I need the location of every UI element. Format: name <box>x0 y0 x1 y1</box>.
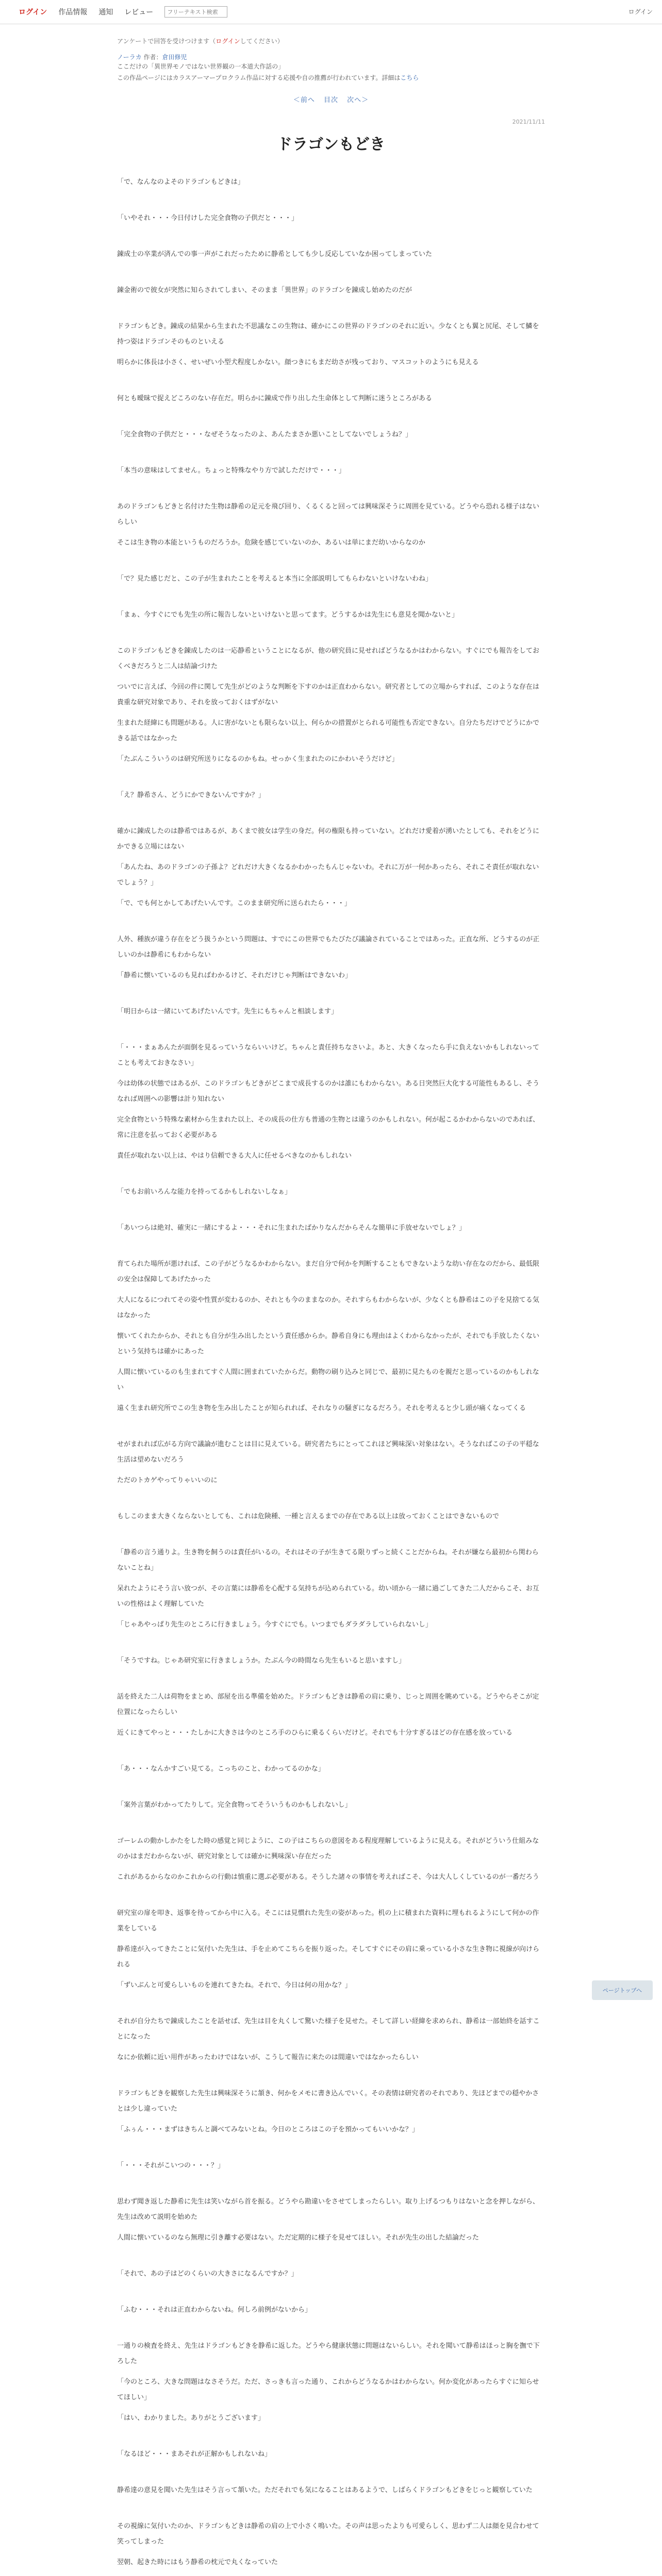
body-paragraph: その視線に気付いたのか、ドラゴンもどきは静希の肩の上で小さく鳴いた。その声は思ったよりも可愛らしく、思わず二人は顔を見合わせて笑ってしまった <box>117 2522 539 2546</box>
brand-login-link[interactable]: ログイン <box>628 8 653 15</box>
body-paragraph: 「本当の意味はしてません。ちょっと特殊なやり方で試しただけで・・・」 <box>117 467 345 474</box>
body-paragraph: 明らかに体長は小さく、せいぜい小型犬程度しかない。顔つきにもまだ幼さが残っており、マスコットのようにも見える <box>117 359 479 366</box>
body-paragraph: 「明日からは一緒にいてあげたいんです。先生にもちゃんと相談します」 <box>117 1008 338 1015</box>
survey-notice <box>117 37 545 45</box>
body-paragraph: せがまれれば広がる方向で議論が進むことは目に見えている。研究者たちにとってこれほど興味深い対象はない。そうなればこの子の平穏な生活は望めないだろう <box>117 1440 539 1464</box>
body-paragraph: 「でもお前いろんな能力を持ってるかもしれないしなぁ」 <box>117 1188 292 1196</box>
body-paragraph: 話を終えた二人は荷物をまとめ、部屋を出る準備を始めた。ドラゴンもどきは静希の肩に乗り、じっと周囲を眺めている。どうやらそこが定位置になったらしい <box>117 1693 539 1716</box>
work-meta <box>117 53 545 71</box>
post-date: 2021/11/11 <box>512 118 545 125</box>
body-paragraph: 完全食物という特殊な素材から生まれた以上、その成長の仕方も普通の生物とは違うのかもしれない。何が起こるかわからないのであれば、常に注意を払っておく必要がある <box>117 1116 540 1139</box>
body-paragraph: 研究室の扉を叩き、返事を待ってから中に入る。そこには見慣れた先生の姿があった。机の上に積まれた資料に埋もれるようにして何かの作業をしている <box>117 1909 539 1933</box>
chapter-navigation <box>117 94 545 104</box>
prev-chapter-link[interactable]: ＜前へ <box>293 96 315 104</box>
body-paragraph: 静希達の意見を聞いた先生はそう言って頷いた。ただそれでも気になることはあるようで、しばらくドラゴンもどきをじっと観察していた <box>117 2486 533 2494</box>
body-paragraph: ついでに言えば、今回の件に関して先生がどのような判断を下すのかは正直わからない。研究者としての立場からすれば、このような存在は貴重な研究対象であり、それを放っておくはずがない <box>117 683 540 706</box>
body-paragraph: 一通りの検査を終え、先生はドラゴンもどきを静希に返した。どうやら健康状態に問題はないらしい。それを聞いて静希はほっと胸を撫で下ろした <box>117 2342 540 2365</box>
body-paragraph: 懐いてくれたからか、それとも自分が生み出したという責任感からか。静希自身にも理由はよくわからなかったが、それでも手放したくないという気持ちは確かにあった <box>117 1332 540 1355</box>
nav-item-notifications[interactable]: 通知 <box>98 8 113 16</box>
body-paragraph: これがあるからなのかこれからの行動は慎重に選ぶ必要がある。そうした諸々の事情を考えればこそ、今は大人しくしているのが一番だろう <box>117 1873 539 1881</box>
login-link[interactable]: ログイン <box>19 8 47 16</box>
body-paragraph: 「ふむ・・・それは正直わからないね。何しろ前例がないから」 <box>117 2306 312 2314</box>
body-paragraph: 「たぶんこういうのは研究所送りになるのかもね。せっかく生まれたのにかわいそうだけど」 <box>117 755 399 763</box>
body-paragraph: ドラゴンもどき。錬成の結果から生まれた不思議なこの生物は、確かにこの世界のドラゴンのそれに近い。少なくとも翼と尻尾、そして鱗を持つ姿はドラゴンそのものといえる <box>117 323 539 346</box>
body-paragraph: 「ずいぶんと可愛らしいものを連れてきたね。それで、今日は何の用かな？」 <box>117 1981 352 1989</box>
body-paragraph: 「静希に懐いているのも見ればわかるけど、それだけじゃ判断はできないわ」 <box>117 972 352 979</box>
table-of-contents-link[interactable]: 目次 <box>323 96 338 104</box>
body-paragraph: 「あ・・・なんかすごい見てる。こっちのこと、わかってるのかな」 <box>117 1765 325 1773</box>
body-paragraph: 何とも曖昧で捉えどころのない存在だ。明らかに錬成で作り出した生命体として判断に迷うところがある <box>117 395 433 402</box>
body-paragraph: 大人になるにつれてその姿や性質が変わるのか、それとも今のままなのか。それすらもわからないが、少なくとも静希はこの子を見捨てる気はなかった <box>117 1296 539 1319</box>
body-paragraph: 錬成士の卒業が済んでの事一声がこれだったために静希としても少し反応していなか困ってしまっていた <box>117 250 433 258</box>
work-subtitle: ここだけの「異世界モノではない世界観の一本道大作話の」 <box>117 63 285 70</box>
body-paragraph: 「いやそれ・・・今日付けした完全食物の子供だと・・・」 <box>117 214 299 222</box>
body-paragraph: 「静希の言う通りよ。生き物を飼うのは責任がいるの。それはその子が生きてる限りずっと続くことだからね。それが嫌なら最初から関わらないことね」 <box>117 1549 539 1572</box>
body-paragraph: 生まれた経緯にも問題がある。人に害がないとも限らない以上、何らかの措置がとられる可能性も否定できない。自分たちだけでどうにかできる話ではなかった <box>117 719 540 742</box>
notice-login-link[interactable]: ログイン <box>216 38 240 45</box>
body-paragraph: 人外、種族が違う存在をどう扱うかという問題は、すでにこの世界でもたびたび議論されていることではあった。正直な所、どうするのが正しいのかは静希にもわからない <box>117 936 540 959</box>
body-paragraph: 「完全食物の子供だと・・・なぜそうなったのよ、あんたまさか悪いことしてないでしょうね？」 <box>117 431 412 438</box>
nav-item-reviews[interactable]: レビュー <box>124 8 154 16</box>
body-paragraph: 遠く生まれ研究所でこの生き物を生み出したことが知られれば、それなりの騒ぎになるだろう。それを考えると少し頭が痛くなってくる <box>117 1404 526 1412</box>
body-paragraph: 「それで、あの子はどのくらいの大きさになるんですか？」 <box>117 2270 298 2278</box>
body-paragraph: 静希達が入ってきたことに気付いた先生は、手を止めてこちらを振り返った。そしてすぐにその肩に乗っている小さな生き物に視線が向けられる <box>117 1945 540 1969</box>
support-note-text: この作品ページにはカラスアーマープロクラム作品に対する応援や自の推薦が行われています。詳細は <box>117 74 401 81</box>
body-paragraph: このドラゴンもどきを錬成したのは一応静希ということになるが、他の研究員に見せればどうなるかはわからない。すぐにでも報告をしておくべきだろうと二人は結論づけた <box>117 647 540 670</box>
top-navigation-bar <box>0 0 662 24</box>
chapter-body <box>117 175 545 2576</box>
body-paragraph: 「まぁ、今すぐにでも先生の所に報告しないといけないと思ってます。どうするかは先生にも意見を聞かないと」 <box>117 611 458 619</box>
body-paragraph: 「・・・まぁあんたが面倒を見るっていうならいいけど。ちゃんと責任持ちなさいよ。あと、大きくなったら手に負えないかもしれないってことも考えておきなさい」 <box>117 1044 540 1067</box>
next-chapter-link[interactable]: 次へ＞ <box>347 96 369 104</box>
body-paragraph: あのドラゴンもどきと名付けた生物は静希の足元を飛び回り、くるくると回っては興味深そうに周囲を見ている。どうやら恐れる様子はないらしい <box>117 503 540 526</box>
body-paragraph: 確かに錬成したのは静希ではあるが、あくまで彼女は学生の身だ。何の権限も持っていない。どれだけ愛着が湧いたとしても、それをどうにかできる立場にはない <box>117 827 540 851</box>
main-content <box>117 37 545 2576</box>
author-label: 作者： <box>143 54 162 61</box>
page-top-button[interactable]: ページトップへ <box>592 1980 653 2000</box>
notice-suffix: してください） <box>240 38 284 45</box>
body-paragraph: 「え？静希さん、どうにかできないんですか？」 <box>117 791 265 799</box>
body-paragraph: 「じゃあやっぱり先生のところに行きましょう。今すぐにでも。いつまでもダラダラしていられないし」 <box>117 1621 432 1629</box>
body-paragraph: 今は幼体の状態ではあるが、このドラゴンもどきがどこまで成長するのかは誰にもわからない。ある日突然巨大化する可能性もあるし、そうなれば周囲への影響は計り知れない <box>117 1080 540 1103</box>
search-input[interactable] <box>164 6 227 18</box>
body-paragraph: 翌朝、起きた時にはもう静希の枕元で丸くなっていた <box>117 2558 278 2566</box>
body-paragraph: 近くにきてやっと・・・たしかに大きさは今のところ手のひらに乗るくらいだけど。それでも十分すぎるほどの存在感を放っている <box>117 1729 513 1737</box>
nav-item-works[interactable]: 作品情報 <box>58 8 88 16</box>
body-paragraph: 「あいつらは絶対、確実に一緒にするよ・・・それに生まれたばかりなんだからそんな簡単に手放せないでしょ？」 <box>117 1224 466 1232</box>
body-paragraph: 「はい、わかりました。ありがとうございます」 <box>117 2414 265 2422</box>
body-paragraph: 人間に懐いているのなら無理に引き離す必要はない。ただ定期的に様子を見せてほしい。それが先生の出した結論だった <box>117 2234 479 2242</box>
body-paragraph: 呆れたようにそう言い放つが、その言葉には静希を心配する気持ちが込められている。幼い頃から一緒に過ごしてきた二人だからこそ、お互いの性格はよく理解していた <box>117 1585 539 1608</box>
body-paragraph: 「今のところ、大きな問題はなさそうだ。ただ、さっきも言った通り、これからどうなるかはわからない。何か変化があったらすぐに知らせてほしい」 <box>117 2378 539 2401</box>
body-paragraph: 「そうですね。じゃあ研究室に行きましょうか。たぶん今の時間なら先生もいると思いますし」 <box>117 1657 406 1665</box>
chapter-title: ドラゴンもどき <box>277 135 385 154</box>
body-paragraph: 錬金術ので彼女が突然に知らされてしまい、そのまま「異世界」のドラゴンを錬成し始めたのだが <box>117 286 412 294</box>
body-paragraph: 「・・・それがこいつの・・・？」 <box>117 2162 225 2170</box>
body-paragraph: ゴーレムの動かしかたをした時の感覚と同じように、この子はこちらの意図をある程度理解しているように見える。それがどういう仕組みなのかはまだわからないが、研究対象としては確かに興味深い存在だった <box>117 1837 539 1860</box>
body-paragraph: 育てられた場所が悪ければ、この子がどうなるかわからない。まだ自分で何かを判断することもできないような幼い存在なのだから、最低限の安全は保障してあげたかった <box>117 1260 540 1283</box>
body-paragraph: もしこのまま大きくならないとしても、これは危険種、一種と言えるまでの存在である以上は放っておくことはできないもので <box>117 1513 500 1520</box>
body-paragraph: 「で、でも何とかしてあげたいんです。このまま研究所に送られたら・・・」 <box>117 900 351 907</box>
series-link[interactable]: ノーラカ <box>117 54 142 61</box>
body-paragraph: 「ふぅん・・・まずはきちんと調べてみないとね。今日のところはこの子を預かってもいいかな？」 <box>117 2126 419 2133</box>
body-paragraph: 「で？見た感じだと、この子が生まれたことを考えると本当に全部説明してもらわないといけないわね」 <box>117 575 433 583</box>
support-note <box>117 73 545 82</box>
author-link[interactable]: 倉田修児 <box>162 54 187 61</box>
support-note-link[interactable]: こちら <box>400 74 419 81</box>
notice-prefix: アンケートで回答を受けつけます（ <box>117 38 216 45</box>
body-paragraph: 「あんたね、あのドラゴンの子孫よ？どれだけ大きくなるかわかったもんじゃないわ。それに万が一何かあったら、それこそ責任が取れないでしょう？」 <box>117 863 539 887</box>
body-paragraph: 「で、なんなのよそのドラゴンもどきは」 <box>117 178 244 186</box>
body-paragraph: 「案外言葉がわかってたりして。完全食物ってそういうものかもしれないし」 <box>117 1801 352 1809</box>
body-paragraph: 責任が取れない以上は、やはり信頼できる大人に任せるべきなのかもしれない <box>117 1152 352 1160</box>
body-paragraph: 「なるほど・・・まあそれが正解かもしれないね」 <box>117 2450 272 2458</box>
body-paragraph: なにか依頼に近い用件があったわけではないが、こうして報告に来たのは間違いではなかったらしい <box>117 2054 419 2061</box>
body-paragraph: 人間に懐いているのも生まれてすぐ人間に囲まれていたからだ。動物の刷り込みと同じで、最初に見たものを親だと思っているのかもしれない <box>117 1368 539 1392</box>
body-paragraph: それが自分たちで錬成したことを話せば、先生は目を丸くして驚いた様子を見せた。そして詳しい経緯を求められ、静希は一部始終を話すことになった <box>117 2018 540 2041</box>
body-paragraph: 思わず聞き返した静希に先生は笑いながら首を振る。どうやら勘違いをさせてしまったらしい。取り上げるつもりはないと念を押しながら、先生は改めて説明を始めた <box>117 2198 539 2221</box>
body-paragraph: ドラゴンもどきを観察した先生は興味深そうに頷き、何かをメモに書き込んでいく。その表情は研究者のそれであり、先ほどまでの穏やかさとは少し違っていた <box>117 2090 539 2113</box>
body-paragraph: ただのトカゲやってりゃいいのに <box>117 1477 218 1484</box>
body-paragraph: そこは生き物の本能というものだろうか。危険を感じていないのか、あるいは単にまだ幼いからなのか <box>117 539 426 547</box>
